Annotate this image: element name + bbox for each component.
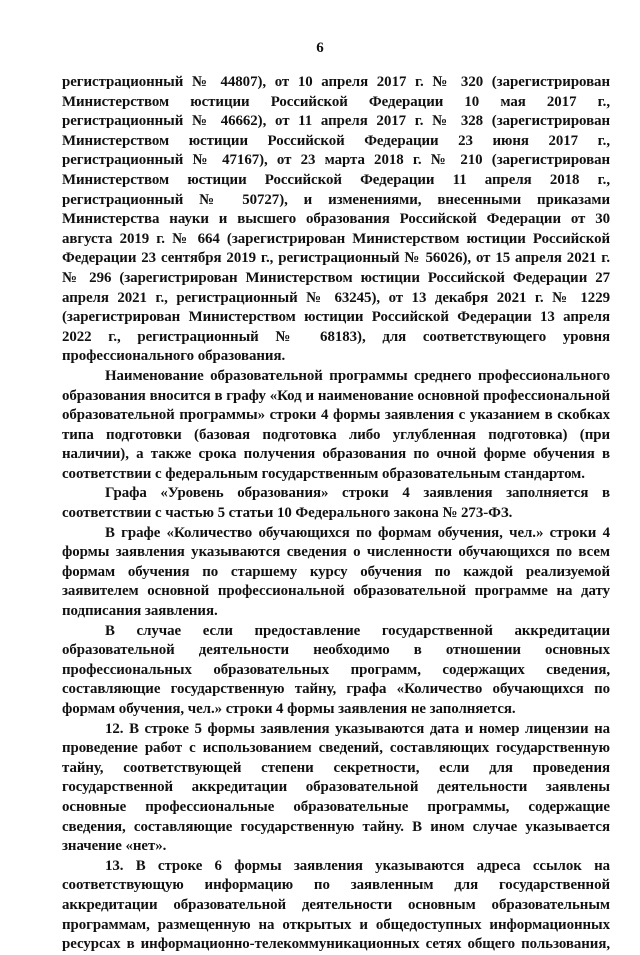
paragraph-education-level: Графа «Уровень образования» строки 4 заявления заполняется в соответствии с частью 5 статьи 10 Федерального закона № 273-ФЗ. (62, 485, 610, 522)
paragraph-state-secret: В случае если предоставление государственной аккредитации образовательной деятельности необходимо в отношении основных профессиональных образовательных программ, содержащих сведения, составляющие государственную тайну, графа «Количество обучающихся по формам обучения, чел.» строки 4 формы заявления не заполняется. (62, 622, 610, 717)
paragraph-item-13: 13. В строке 6 формы заявления указываются адреса ссылок на соответствующую информацию по заявленным для государственной аккредитации образовательной деятельности основным образовательным программам, размещенную на открытых и общедоступных информационных ресурсах в информационно-телекоммуникационных сетях общего пользования, (62, 857, 610, 953)
page-number: 6 (316, 40, 324, 56)
paragraph-item-12: 12. В строке 5 формы заявления указываются дата и номер лицензии на проведение работ с использованием сведений, составляющих государственную тайну, соответствующей степени секретности, если для проведения государственной аккредитации образовательной деятельности заявлены основные профессиональные образовательные программы, содержащие сведения, составляющие государственную тайну. В ином случае указывается значение «нет». (62, 720, 610, 855)
paragraph-registration-continuation: регистрационный № 44807), от 10 апреля 2017 г. № 320 (зарегистрирован Министерством юстиции Российской Федерации 10 мая 2017 г., регистрационный № 46662), от 11 апреля 2017 г. № 328 (зарегистрирован Министерством юстиции Российской Федерации 23 июня 2017 г., регистрационный № 47167), от 23 марта 2018 г. № 210 (зарегистрирован Министерством юстиции Российской Федерации 11 апреля 2018 г., регистрационный № 50727), и изменениями, внесенными приказами Министерства науки и высшего образования Российской Федерации от 30 августа 2019 г. № 664 (зарегистрирован Министерством юстиции Российской Федерации 23 сентября 2019 г., регистрационный № 56026), от 15 апреля 2021 г. № 296 (зарегистрирован Министерством юстиции Российской Федерации 27 апреля 2021 г., регистрационный № 63245), от 13 декабря 2021 г. № 1229 (зарегистрирован Министерством юстиции Российской Федерации 13 апреля 2022 г., регистрационный № 68183), для соответствующего уровня профессионального образования. (62, 74, 610, 365)
document-body (62, 73, 610, 955)
paragraph-program-name: Наименование образовательной программы среднего профессионального образования вносится в графу «Код и наименование основной профессиональной образовательной программы» строки 4 формы заявления с указанием в скобках типа подготовки (базовая подготовка либо углубленная подготовка) (при наличии), а также срока получения образования по очной форме обучения в соответствии с федеральным государственным образовательным стандартом. (62, 367, 610, 482)
paragraph-student-count: В графе «Количество обучающихся по формам обучения, чел.» строки 4 формы заявления указываются сведения о численности обучающихся по всем формам обучения по старшему курсу обучения по каждой реализуемой заявителем основной профессиональной образовательной программе на дату подписания заявления. (62, 524, 610, 620)
